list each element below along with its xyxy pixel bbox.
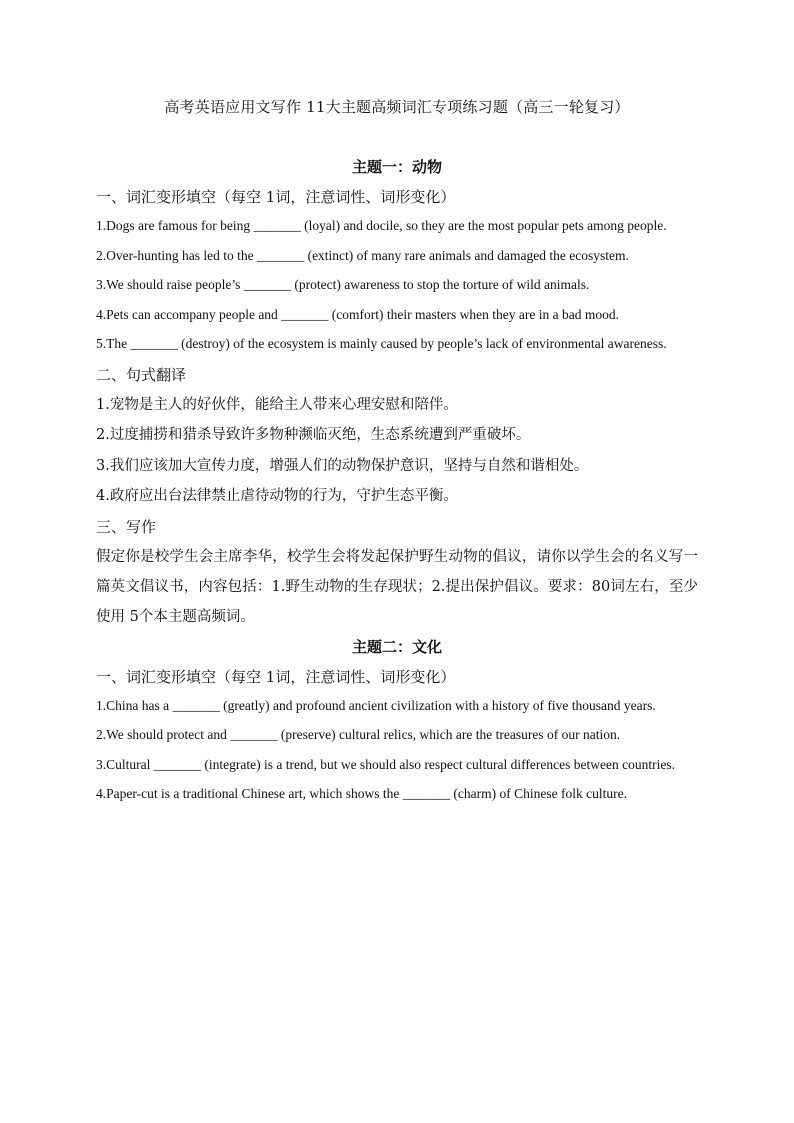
document-title: 高考英语应用文写作 11大主题高频词汇专项练习题（高三一轮复习） [164,98,630,116]
topic-1-fill-item: 2.Over-hunting has led to the _______ (extinct) of many rare animals and damaged the ecosystem. [96,247,629,263]
topic-1-fill-item: 1.Dogs are famous for being _______ (loyal) and docile, so they are the most popular pets among people. [96,218,667,233]
topic-2-fill-item: 2.We should protect and _______ (preserve) cultural relics, which are the treasures of our nation. [96,727,621,742]
topic-1-writing-prompt: 假定你是校学生会主席李华，校学生会将发起保护野生动物的倡议，请你以学生会的名义写一篇英文倡议书，内容包括：1.野生动物的生存现状；2.提出保护倡议。要求：80词左右，至少使用 5个本主题高频词。 [96,548,698,625]
topic-1-translate-item: 1.宠物是主人的好伙伴，能给主人带来心理安慰和陪伴。 [96,396,458,413]
topic-1-writing-section-heading: 三、写作 [96,517,157,536]
topic-2-heading: 主题二：文化 [351,637,442,656]
topic-1-fill-item: 4.Pets can accompany people and _______ (comfort) their masters when they are in a bad mood. [96,306,619,322]
topic-2-fill-item: 1.China has a _______ (greatly) and profound ancient civilization with a history of five thousand years. [96,697,656,713]
topic-1-translate-item: 3.我们应该加大宣传力度，增强人们的动物保护意识，坚持与自然和谐相处。 [96,457,589,474]
topic-1-translate-item: 2.过度捕捞和猎杀导致许多物种濒临灭绝，生态系统遭到严重破坏。 [96,427,531,443]
topic-1-fill-item: 5.The _______ (destroy) of the ecosystem is mainly caused by people’s lack of environmental awareness. [96,336,667,351]
topic-2-fill-item: 4.Paper-cut is a traditional Chinese art, which shows the _______ (charm) of Chinese folk culture. [96,786,627,801]
topic-1-translation-section-heading: 二、句式翻译 [96,365,187,384]
topic-2-vocab-section-heading: 一、词汇变形填空（每空 1词，注意词性、词形变化） [96,667,456,686]
document-body [96,152,698,810]
topic-1-vocab-section-heading: 一、词汇变形填空（每空 1词，注意词性、词形变化） [96,188,456,206]
topic-1-translate-item: 4.政府应出台法律禁止虐待动物的行为，守护生态平衡。 [96,488,458,504]
topic-2-fill-item: 3.Cultural _______ (integrate) is a trend, but we should also respect cultural differences between countries. [96,756,675,772]
topic-1-heading: 主题一：动物 [351,158,442,176]
topic-1-fill-item: 3.We should raise people’s _______ (protect) awareness to stop the torture of wild animals. [96,277,590,292]
